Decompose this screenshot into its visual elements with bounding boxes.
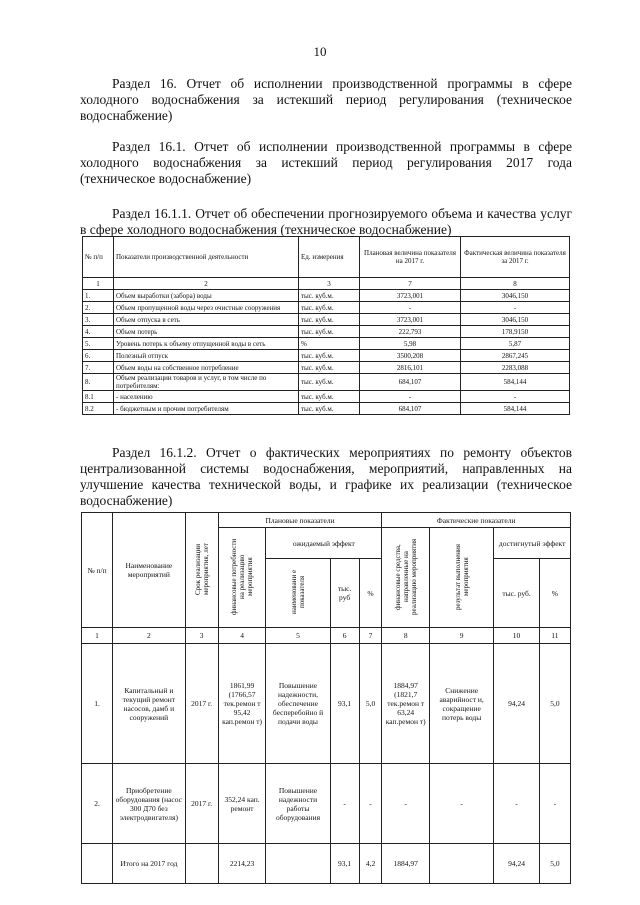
t1-cell-fact: -	[460, 391, 569, 403]
t2-header-term-text: Срок реализации мероприятия, лет	[193, 543, 210, 595]
t2-header-pct2: %	[539, 559, 570, 628]
t2-cell-term: 2017 г.	[185, 764, 218, 844]
t2-cell-fact-fin: -	[382, 764, 430, 844]
t1-cell-plan: 222,793	[360, 326, 461, 338]
t1-cell-unit: тыс. куб.м.	[299, 350, 360, 362]
t2-cell-pct: 5,0	[359, 644, 382, 764]
t1-cell-indicator: - населению	[114, 391, 299, 403]
t1-cell-num: 6.	[83, 350, 114, 362]
page-number: 10	[313, 44, 327, 59]
t2-header-plan: Плановые показатели	[218, 513, 382, 528]
t2-cell-plan-fin: 1861,99 (1766,57 тек.ремон т 95,42 кап.ремон т)	[218, 644, 266, 764]
t2-header-achieved: достигнутый эффект	[494, 528, 571, 559]
t2-header-term	[185, 513, 218, 628]
t1-cell-fact: -	[460, 302, 569, 314]
t2-header-pct: %	[359, 559, 382, 628]
t2-total-empty	[82, 844, 113, 884]
t1-cell-plan: 5,98	[360, 338, 461, 350]
t2-total-pct: 4,2	[359, 844, 382, 884]
t1-cell-num: 8.2	[83, 403, 114, 415]
t1-cell-fact: 3046,150	[460, 314, 569, 326]
t2-header-result	[430, 528, 494, 628]
t1-cell-unit: тыс. куб.м.	[299, 403, 360, 415]
t1-cell-num: 7.	[83, 362, 114, 374]
volume-quality-table	[82, 236, 570, 415]
t1-colnum: 2	[114, 278, 299, 290]
t1-cell-fact: 584,144	[460, 374, 569, 391]
t2-cell-thous: 93,1	[330, 644, 359, 764]
t2-header-num: № п/п	[82, 513, 113, 628]
t2-total-label: Итого на 2017 год	[113, 844, 186, 884]
t1-colnum: 8	[460, 278, 569, 290]
t2-cell-num: 2.	[82, 764, 113, 844]
t2-cell-result: Снижение аварийност и, сокращение потерь воды	[430, 644, 494, 764]
t1-colnum: 7	[360, 278, 461, 290]
t1-colnum: 3	[299, 278, 360, 290]
t2-header-row-1	[82, 513, 571, 528]
t1-cell-unit: тыс. куб.м.	[299, 362, 360, 374]
t2-header-thous: тыс. руб	[330, 559, 359, 628]
repair-measures-table	[81, 512, 571, 884]
t2-colnum: 1	[82, 628, 113, 644]
t2-cell-term: 2017 г.	[185, 644, 218, 764]
t2-colnum: 11	[539, 628, 570, 644]
table-row	[83, 403, 570, 415]
t1-cell-fact: 5,87	[460, 338, 569, 350]
t1-cell-unit: тыс. куб.м.	[299, 326, 360, 338]
t2-total-thous: 93,1	[330, 844, 359, 884]
t1-cell-indicator: Уровень потерь к объему отпущенной воды в сеть	[114, 338, 299, 350]
t1-cell-indicator: Объем потерь	[114, 326, 299, 338]
t2-colnum: 8	[382, 628, 430, 644]
t1-cell-plan: 3500,208	[360, 350, 461, 362]
table-row	[83, 326, 570, 338]
t1-cell-plan: 684,107	[360, 374, 461, 391]
t2-total-empty	[430, 844, 494, 884]
t1-cell-unit: тыс. куб.м.	[299, 391, 360, 403]
t2-cell-plan-fin: 352,24 кап. ремонт	[218, 764, 266, 844]
t2-total-thous2: 94,24	[494, 844, 540, 884]
table-row	[83, 338, 570, 350]
t1-cell-fact: 2867,245	[460, 350, 569, 362]
t2-colnum-row	[82, 628, 571, 644]
t1-cell-unit: тыс. куб.м.	[299, 302, 360, 314]
t1-cell-plan: 684,107	[360, 403, 461, 415]
section-16-1-2-heading: Раздел 16.1.2. Отчет о фактических мероприятиях по ремонту объектов централизованной системы водоснабжения, мероприятий, направленных на улучшение качества технической воды, и графике их реализации (техническое водоснабжение)	[80, 445, 572, 508]
t2-header-plan-fin	[218, 528, 266, 628]
t1-cell-indicator: - бюджетным и прочим потребителям	[114, 403, 299, 415]
table-row	[83, 391, 570, 403]
t2-colnum: 3	[185, 628, 218, 644]
table-row	[83, 374, 570, 391]
t1-cell-plan: 3723,001	[360, 290, 461, 302]
t2-cell-pct2: -	[539, 764, 570, 844]
table-row	[83, 362, 570, 374]
t2-cell-ind-name: Повышение надежности работы оборудования	[266, 764, 330, 844]
t2-header-fact-fin-text: финансовые средства, направленные на реализацию мероприятия	[393, 538, 418, 615]
t2-cell-thous2: 94,24	[494, 644, 540, 764]
t2-header-thous2: тыс. руб.	[494, 559, 540, 628]
t2-cell-thous2: -	[494, 764, 540, 844]
table-row	[83, 314, 570, 326]
t2-total-row	[82, 844, 571, 884]
t1-cell-fact: 3046,150	[460, 290, 569, 302]
t2-total-fact-fin: 1884,97	[382, 844, 430, 884]
t2-total-plan-fin: 2214,23	[218, 844, 266, 884]
t1-cell-plan: 3723,001	[360, 314, 461, 326]
table-row	[82, 764, 571, 844]
t1-cell-indicator: Объем выработки (забора) воды	[114, 290, 299, 302]
table-row	[83, 290, 570, 302]
t2-cell-thous: -	[330, 764, 359, 844]
t2-header-fact-fin	[382, 528, 430, 628]
t2-total-empty	[266, 844, 330, 884]
t1-cell-num: 2.	[83, 302, 114, 314]
t2-header-plan-fin-text: финансовые потребности на реализацию мероприятия	[230, 538, 255, 615]
t1-cell-unit: тыс. куб.м.	[299, 314, 360, 326]
t1-cell-unit: тыс. куб.м.	[299, 290, 360, 302]
t1-cell-num: 8.1	[83, 391, 114, 403]
t2-cell-num: 1.	[82, 644, 113, 764]
t1-cell-plan: 2816,101	[360, 362, 461, 374]
t1-cell-fact: 2283,088	[460, 362, 569, 374]
t2-header-ind-name	[266, 559, 330, 628]
t1-cell-indicator: Объем пропущенной воды через очистные сооружения	[114, 302, 299, 314]
table1-header-row	[83, 237, 570, 278]
t1-cell-unit: тыс. куб.м.	[299, 374, 360, 391]
t2-cell-result: -	[430, 764, 494, 844]
t2-header-ind-name-text: наименовани е показателя	[290, 569, 306, 615]
t2-header-result-text: результат выполнения мероприятия	[453, 543, 470, 610]
t1-cell-fact: 584,144	[460, 403, 569, 415]
t2-colnum: 4	[218, 628, 266, 644]
t2-cell-pct: -	[359, 764, 382, 844]
t1-cell-plan: -	[360, 391, 461, 403]
t2-colnum: 9	[430, 628, 494, 644]
t2-total-pct2: 5,0	[539, 844, 570, 884]
t1-cell-fact: 178,9150	[460, 326, 569, 338]
t1-header-num: № п/п	[83, 237, 114, 278]
t2-colnum: 10	[494, 628, 540, 644]
t1-header-indicator: Показатели производственной деятельности	[114, 237, 299, 278]
t2-cell-pct2: 5,0	[539, 644, 570, 764]
t2-cell-name: Капитальный и текущий ремонт насосов, дамб и сооружений	[113, 644, 186, 764]
t2-cell-ind-name: Повышение надежности, обеспечение бесперебойно й подачи воды	[266, 644, 330, 764]
t1-cell-plan: -	[360, 302, 461, 314]
section-16-1-heading: Раздел 16.1. Отчет об исполнении производственной программы в сфере холодного водоснабжения за истекший период регулирования 2017 года (техническое водоснабжение)	[80, 139, 572, 186]
t1-colnum: 1	[83, 278, 114, 290]
t1-cell-num: 4.	[83, 326, 114, 338]
section-16-1-1-heading: Раздел 16.1.1. Отчет об обеспечении прогнозируемого объема и качества услуг в сфере холодного водоснабжения (техническое водоснабжение)	[80, 206, 572, 237]
t2-colnum: 2	[113, 628, 186, 644]
t1-cell-num: 1.	[83, 290, 114, 302]
t1-cell-indicator: Объем отпуска в сеть	[114, 314, 299, 326]
t2-total-empty	[185, 844, 218, 884]
t1-cell-indicator: Объем воды на собственное потребление	[114, 362, 299, 374]
t2-cell-fact-fin: 1884,97 (1821,7 тек.ремон т 63,24 кап.ремон т)	[382, 644, 430, 764]
t1-header-unit: Ед. измерения	[299, 237, 360, 278]
t1-cell-indicator: Объем реализации товаров и услуг, в том числе по потребителям:	[114, 374, 299, 391]
table-row	[83, 302, 570, 314]
t1-header-plan: Плановая величина показателя на 2017 г.	[360, 237, 461, 278]
t2-header-name: Наименование мероприятий	[113, 513, 186, 628]
t1-cell-num: 8.	[83, 374, 114, 391]
t2-colnum: 6	[330, 628, 359, 644]
t1-header-fact: Фактическая величина показателя за 2017 г.	[460, 237, 569, 278]
section-16-heading: Раздел 16. Отчет об исполнении производственной программы в сфере холодного водоснабжения за истекший период регулирования (техническое водоснабжение)	[80, 76, 572, 123]
t2-colnum: 7	[359, 628, 382, 644]
t2-header-fact: Фактические показатели	[382, 513, 571, 528]
t2-header-expected: ожидаемый эффект	[266, 528, 382, 559]
t2-cell-name: Приобретение оборудования (насос 300 Д70 без электродвигателя)	[113, 764, 186, 844]
table-row	[83, 350, 570, 362]
t1-cell-num: 3.	[83, 314, 114, 326]
t1-cell-num: 5.	[83, 338, 114, 350]
table1-header-nums	[83, 278, 570, 290]
t2-colnum: 5	[266, 628, 330, 644]
t1-cell-unit: %	[299, 338, 360, 350]
table-row	[82, 644, 571, 764]
t1-cell-indicator: Полезный отпуск	[114, 350, 299, 362]
